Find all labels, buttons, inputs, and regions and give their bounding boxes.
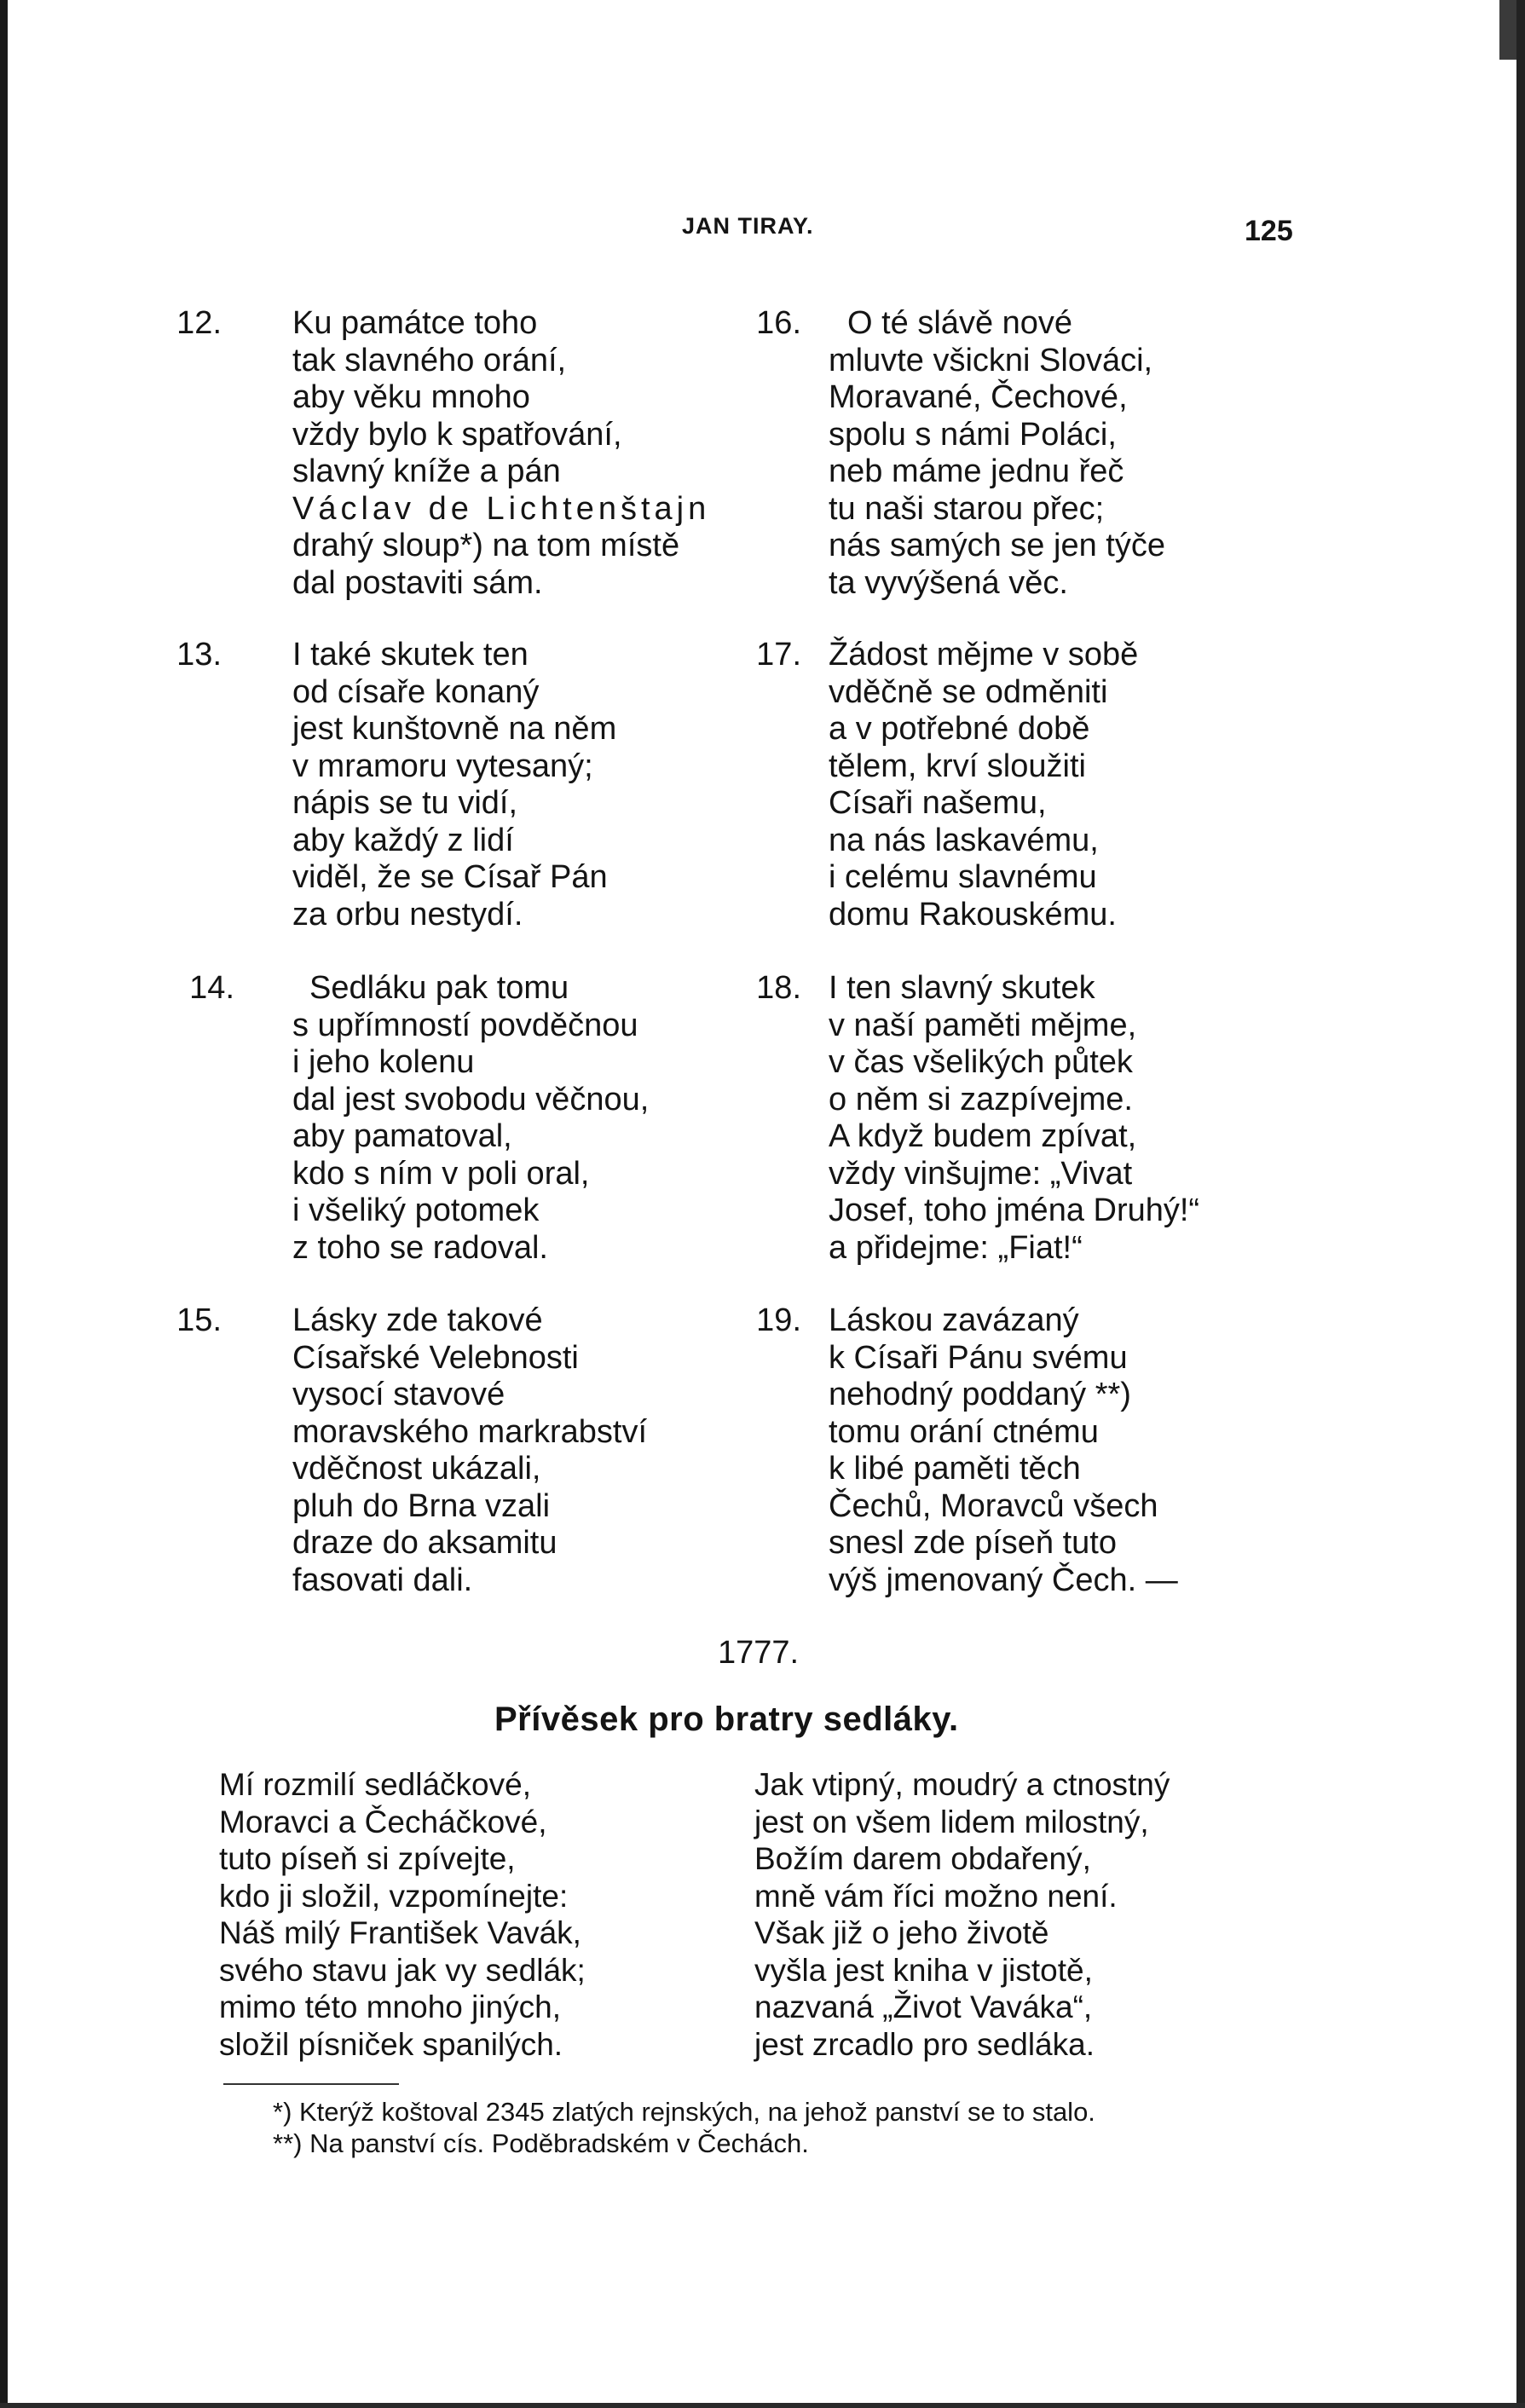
verse-line: jest on všem lidem milostný,: [754, 1804, 1149, 1839]
appendix-left-column: [219, 1766, 586, 2063]
verse-line: i všeliký potomek: [292, 1192, 540, 1228]
verse-line: tuto píseň si zpívejte,: [219, 1841, 516, 1876]
verse-line: Císařské Velebnosti: [292, 1339, 579, 1376]
verse-line: mluvte všickni Slováci,: [829, 342, 1153, 378]
appendix-title: Přívěsek pro bratry sedláky.: [494, 1701, 959, 1738]
verse-line: neb máme jednu řeč: [829, 453, 1124, 489]
verse-line: tu naši starou přec;: [829, 490, 1105, 527]
verse-line: I také skutek ten: [292, 637, 529, 673]
scan-edge-right: [1516, 0, 1525, 2408]
scan-edge-left: [0, 0, 8, 2408]
footnote-divider: [223, 2083, 399, 2085]
verse-line: výš jmenovaný Čech. —: [829, 1562, 1178, 1598]
verse-line: a v potřebné době: [829, 711, 1090, 747]
verse-line: aby každý z lidí: [292, 822, 514, 858]
verse-line: draze do aksamitu: [292, 1525, 557, 1561]
verse-line: dal jest svobodu věčnou,: [292, 1081, 650, 1117]
verse-line: spolu s námi Poláci,: [829, 416, 1117, 453]
verse-line: Čechů, Moravců všech: [829, 1487, 1158, 1524]
verse-line: pluh do Brna vzali: [292, 1487, 551, 1524]
verse-line: Láskou zavázaný: [829, 1302, 1079, 1338]
year: 1777.: [718, 1635, 800, 1671]
verse-line: vděčnost ukázali,: [292, 1451, 541, 1487]
verse-line: a přidejme: „Fiat!“: [829, 1229, 1083, 1266]
verse-line: A když budem zpívat,: [829, 1118, 1137, 1154]
verse-line: Moravci a Čecháčkové,: [219, 1804, 547, 1839]
verse-line: Náš milý František Vavák,: [219, 1915, 581, 1950]
verse-line: Božím darem obdařený,: [754, 1841, 1091, 1876]
verse-line: tak slavného orání,: [292, 342, 567, 378]
stanza-number: 19.: [756, 1302, 801, 1338]
verse-line: v čas všelikých půtek: [829, 1044, 1133, 1080]
verse-line: i jeho kolenu: [292, 1044, 475, 1080]
verse-line: aby pamatoval,: [292, 1118, 512, 1154]
verse-line: slavný kníže a pán: [292, 453, 561, 489]
verse-line: kdo ji složil, vzpomínejte:: [219, 1878, 569, 1914]
verse-line: jest zrcadlo pro sedláka.: [754, 2026, 1095, 2062]
verse-line: Václav de Lichtenštajn: [292, 490, 711, 527]
verse-line: drahý sloup*) na tom místě: [292, 528, 680, 563]
verse-line: domu Rakouskému.: [829, 896, 1117, 933]
verse-line: vždy bylo k spatřování,: [292, 416, 622, 453]
verse-line: složil písniček spanilých.: [219, 2026, 563, 2062]
verse-line: na nás laskavému,: [829, 822, 1099, 858]
verse-line: v mramoru vytesaný;: [292, 748, 593, 784]
verse-line: Jak vtipný, moudrý a ctnostný: [754, 1767, 1170, 1802]
verse-line: dal postaviti sám.: [292, 564, 543, 601]
verse-line: k libé paměti těch: [829, 1451, 1081, 1487]
stanza-number: 17.: [756, 637, 801, 673]
verse-line: z toho se radoval.: [292, 1229, 548, 1266]
verse-line: Však již o jeho životě: [754, 1915, 1049, 1950]
verse-line: aby věku mnoho: [292, 379, 530, 415]
scan-edge-corner: [1499, 0, 1516, 60]
verse-line: o něm si zazpívejme.: [829, 1081, 1133, 1117]
footnotes: [273, 2096, 1095, 2159]
stanza-number: 13.: [176, 637, 222, 673]
stanza-number: 16.: [756, 305, 801, 341]
verse-line: s upřímností povděčnou: [292, 1007, 638, 1043]
verse-line: Císaři našemu,: [829, 785, 1047, 821]
verse-line: kdo s ním v poli oral,: [292, 1155, 590, 1192]
verse-line: Žádost mějme v sobě: [829, 637, 1139, 673]
stanza-number: 18.: [756, 970, 801, 1006]
stanza-number: 14.: [189, 970, 234, 1006]
verse-line: k Císaři Pánu svému: [829, 1339, 1128, 1376]
verse-line: Moravané, Čechové,: [829, 379, 1128, 415]
verse-line: i celému slavnému: [829, 859, 1097, 895]
footnote: *) Kterýž koštoval 2345 zlatých rejnských, na jehož panství se to stalo.: [273, 2097, 1095, 2127]
verse-line: I ten slavný skutek: [829, 970, 1095, 1006]
verse-line: Mí rozmilí sedláčkové,: [219, 1767, 531, 1802]
verse-line: tomu orání ctnému: [829, 1413, 1099, 1450]
stanza-number: 12.: [176, 305, 222, 341]
verse-line: svého stavu jak vy sedlák;: [219, 1952, 586, 1988]
scan-edge-bottom: [0, 2403, 1525, 2408]
verse-line: Josef, toho jména Druhý!“: [829, 1192, 1200, 1228]
verse-line: mimo této mnoho jiných,: [219, 1989, 562, 2024]
verse-line: v naší paměti mějme,: [829, 1007, 1137, 1043]
verse-line: za orbu nestydí.: [292, 896, 523, 933]
verse-line: vždy vinšujme: „Vivat: [829, 1155, 1133, 1192]
verse-line: fasovati dali.: [292, 1562, 473, 1598]
verse-line: nehodný poddaný **): [829, 1377, 1131, 1412]
verse-line: Ku památce toho: [292, 305, 538, 341]
page-number: 125: [1245, 215, 1293, 247]
verse-line: mně vám říci možno není.: [754, 1878, 1118, 1914]
verse-line: vysocí stavové: [292, 1377, 505, 1412]
verse-line: tělem, krví sloužiti: [829, 748, 1086, 784]
verse-line: moravského markrabství: [292, 1413, 648, 1450]
verse-line: nás samých se jen týče: [829, 528, 1165, 563]
verse-line: Lásky zde takové: [292, 1302, 543, 1338]
verse-line: viděl, že se Císař Pán: [292, 859, 608, 895]
running-head: JAN TIRAY.: [682, 213, 814, 239]
verse-line: od císaře konaný: [292, 673, 540, 710]
verse-line: Sedláku pak tomu: [309, 970, 569, 1006]
verse-line: O té slávě nové: [847, 305, 1073, 341]
stanza-number: 15.: [176, 1302, 222, 1338]
verse-line: vyšla jest kniha v jistotě,: [754, 1952, 1093, 1988]
verse-line: jest kunštovně na něm: [292, 711, 617, 747]
appendix-right-column: [754, 1766, 1170, 2063]
footnote: **) Na panství cís. Poděbradském v Čechách.: [273, 2128, 809, 2158]
verse-line: vděčně se odměniti: [829, 673, 1108, 710]
verse-line: snesl zde píseň tuto: [829, 1525, 1117, 1561]
verse-line: nápis se tu vidí,: [292, 785, 518, 821]
verse-line: nazvaná „Život Vaváka“,: [754, 1989, 1093, 2024]
verse-line: ta vyvýšená věc.: [829, 564, 1068, 601]
